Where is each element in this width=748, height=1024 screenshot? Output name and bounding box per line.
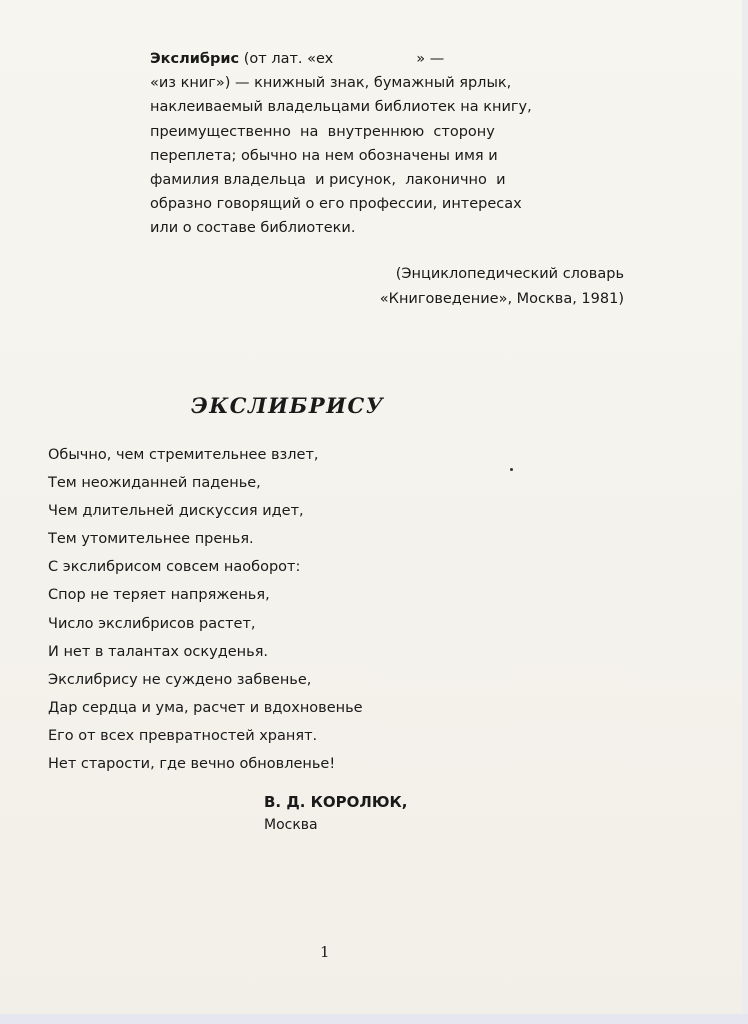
- definition-line: или о составе библиотеки.: [150, 220, 356, 237]
- poem-line: Тем утомительнее пренья.: [48, 531, 254, 548]
- definition-term: Экслибрис: [150, 51, 240, 67]
- poem-line: Спор не теряет напряженья,: [48, 587, 270, 604]
- poem-line: Его от всех превратностей хранят.: [48, 727, 318, 744]
- poem-line: С экслибрисом совсем наоборот:: [48, 559, 301, 576]
- poem-line: И нет в талантах оскуденья.: [48, 643, 269, 660]
- poem-line: Тем неожиданней паденье,: [48, 475, 261, 492]
- source-citation: [380, 262, 624, 312]
- poem-line: Чем длительней дискуссия идет,: [48, 503, 304, 520]
- poem-line: Число экслибрисов растет,: [48, 615, 256, 632]
- definition-line: наклеиваемый владельцами библиотек на книгу,: [150, 99, 532, 116]
- definition-line: переплета; обычно на нем обозначены имя и: [150, 147, 498, 164]
- scan-edge: [742, 0, 748, 1024]
- poem-body: [48, 441, 363, 778]
- definition-line-rest: (от лат. «ex » —: [239, 51, 445, 67]
- citation-line: (Энциклопедический словарь: [395, 266, 624, 282]
- definition-paragraph: [150, 47, 605, 241]
- author-name: В. Д. КОРОЛЮК,: [264, 793, 408, 811]
- definition-line: образно говорящий о его профессии, интересах: [150, 196, 522, 213]
- author-city: Москва: [264, 817, 318, 833]
- print-speck: [510, 468, 513, 471]
- poem-title: ЭКСЛИБРИСУ: [191, 393, 385, 418]
- definition-line: «из книг») — книжный знак, бумажный ярлык,: [150, 75, 512, 92]
- poem-line: Обычно, чем стремительнее взлет,: [48, 447, 319, 463]
- poem-line: Нет старости, где вечно обновленье!: [48, 756, 336, 773]
- definition-line: преимущественно на внутреннюю сторону: [150, 123, 495, 140]
- citation-line: «Книговедение», Москва, 1981): [379, 291, 624, 307]
- scan-edge-bottom: [0, 1014, 748, 1024]
- page-number: 1: [320, 943, 330, 961]
- definition-line: [150, 47, 605, 71]
- definition-line: фамилия владельца и рисунок, лаконично и: [150, 172, 506, 189]
- poem-line: Экслибрису не суждено забвенье,: [48, 671, 312, 688]
- poem-line: Дар сердца и ума, расчет и вдохновенье: [48, 699, 363, 716]
